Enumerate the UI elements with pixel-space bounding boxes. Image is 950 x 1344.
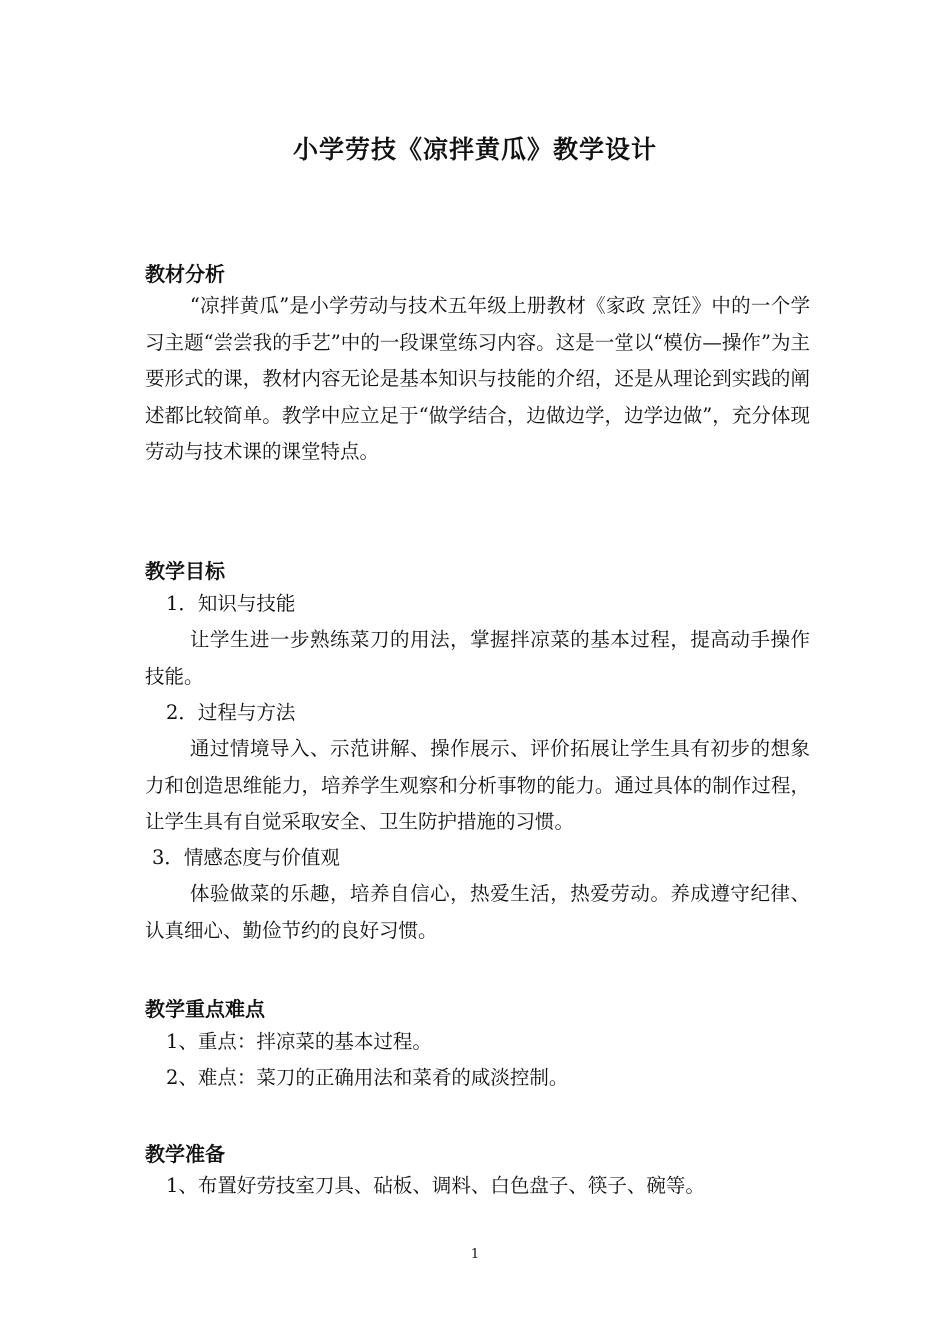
heading-goals: 教学目标 — [145, 559, 225, 583]
heading-analysis: 教材分析 — [145, 262, 225, 286]
keypoint-1: 1、重点：拌凉菜的基本过程。 — [166, 1030, 432, 1053]
page-number: 1 — [470, 1247, 480, 1262]
heading-keypoints: 教学重点难点 — [145, 997, 265, 1021]
goal-1-text: 让学生进一步熟练菜刀的用法，掌握拌凉菜的基本过程，提高动手操作技能。 — [145, 628, 810, 688]
document-title: 小学劳技《凉拌黄瓜》教学设计 — [292, 135, 657, 164]
goal-1-label: 1．知识与技能 — [166, 592, 296, 615]
goal-2-text: 通过情境导入、示范讲解、操作展示、评价拓展让学生具有初步的想象力和创造思维能力，培养学生观察和分析事物的能力。通过具体的制作过程，让学生具有自觉采取安全、卫生防护措施的习惯。 — [145, 737, 810, 833]
goal-3-text: 体验做菜的乐趣，培养自信心，热爱生活，热爱劳动。养成遵守纪律、认真细心、勤俭节约的良好习惯。 — [145, 882, 810, 942]
goal-3-label: 3．情感态度与价值观 — [152, 846, 340, 869]
heading-prep: 教学准备 — [145, 1142, 225, 1166]
goal-2-label: 2．过程与方法 — [166, 701, 296, 724]
keypoint-2: 2、难点：菜刀的正确用法和菜肴的咸淡控制。 — [166, 1066, 569, 1089]
prep-1: 1、布置好劳技室刀具、砧板、调料、白色盘子、筷子、碗等。 — [166, 1174, 705, 1197]
paragraph-analysis: “凉拌黄瓜”是小学劳动与技术五年级上册教材《家政 烹饪》中的一个学习主题“尝尝我的手艺”中的一段课堂练习内容。这是一堂以“模仿—操作”为主要形式的课，教材内容无论是基本知识与技能的介绍，还是从理论到实践的阐述都比较简单。教学中应立足于“做学结合，边做边学，边学边做”，充分体现劳动与技术课的课堂特点。 — [145, 294, 810, 463]
